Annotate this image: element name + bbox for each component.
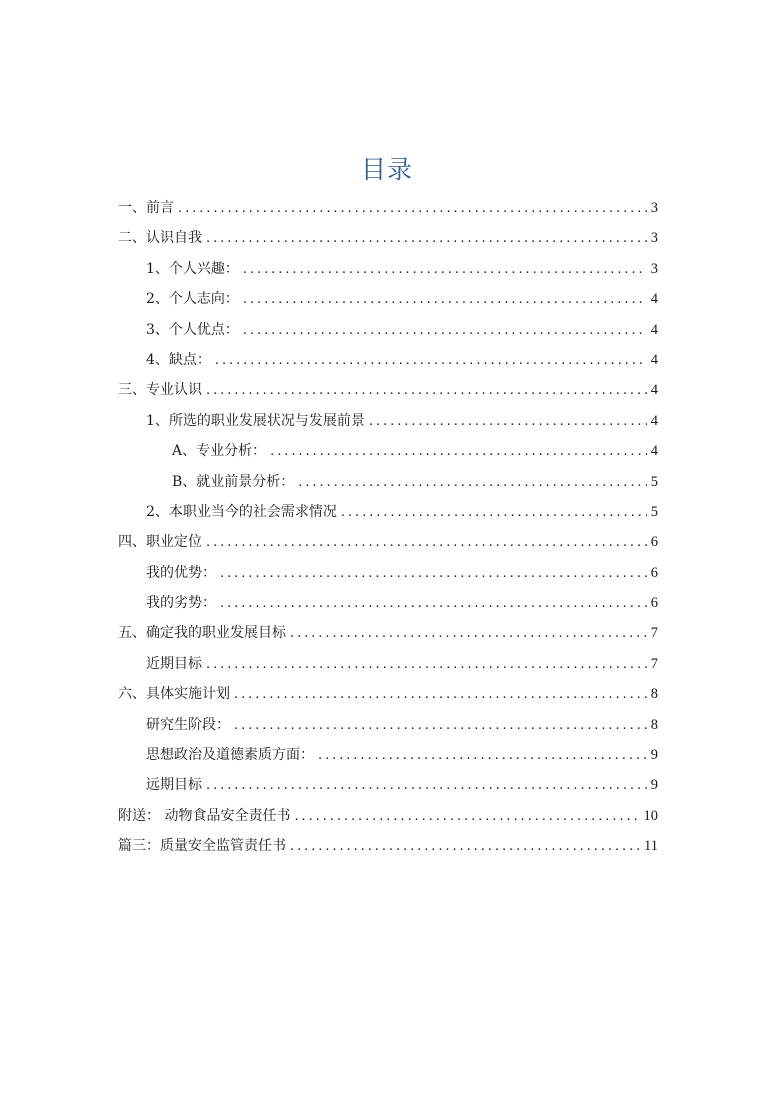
toc-entry-page-number: 4 [650, 382, 658, 399]
toc-entry[interactable] [118, 710, 658, 740]
toc-dot-leader [243, 285, 647, 315]
toc-entry[interactable] [118, 801, 658, 831]
toc-entry-label: 篇三：质量安全监管责任书 [118, 838, 286, 855]
toc-entry[interactable] [118, 558, 658, 588]
toc-entry-label: 远期目标 [146, 777, 202, 794]
toc-entry-page-number: 6 [650, 534, 658, 551]
toc-entry-page-number: 4 [650, 321, 658, 338]
toc-dot-leader [206, 224, 647, 254]
toc-dot-leader [206, 528, 647, 558]
toc-entry-label: 2、本职业当今的社会需求情况 [146, 503, 337, 520]
toc-dot-leader [298, 468, 646, 498]
toc-entry-page-number: 7 [650, 625, 658, 642]
toc-dot-leader [318, 741, 647, 771]
toc-entry-page-number: 4 [650, 351, 658, 368]
toc-entry[interactable] [118, 375, 658, 405]
toc-entry[interactable] [118, 406, 658, 436]
toc-entry-label: 近期目标 [146, 655, 202, 672]
toc-entry[interactable] [118, 588, 658, 618]
toc-entry[interactable] [118, 497, 658, 527]
toc-entry[interactable] [118, 467, 658, 497]
toc-entry-label: 三、专业认识 [118, 382, 202, 399]
toc-entry-label: 我的优势： [146, 564, 216, 581]
toc-entry[interactable] [118, 618, 658, 648]
toc-entry-label: 4、缺点： [146, 351, 211, 368]
toc-entry-page-number: 4 [650, 291, 658, 308]
toc-dot-leader [234, 711, 647, 741]
toc-dot-leader [206, 376, 647, 406]
toc-entry-label: 附送： 动物食品安全责任书 [118, 807, 291, 824]
toc-entry-page-number: 9 [650, 777, 658, 794]
toc-entry-page-number: 7 [650, 655, 658, 672]
toc-entry[interactable] [118, 284, 658, 314]
toc-dot-leader [369, 407, 647, 437]
toc-dot-leader [294, 802, 639, 832]
toc-entry-page-number: 4 [650, 443, 658, 460]
toc-entry[interactable] [118, 831, 658, 861]
toc-dot-leader [243, 316, 647, 346]
toc-entry-page-number: 11 [644, 838, 658, 855]
table-of-contents [118, 193, 658, 862]
toc-entry[interactable] [118, 527, 658, 557]
toc-entry-page-number: 6 [650, 595, 658, 612]
toc-entry-label: 3、个人优点： [146, 321, 239, 338]
toc-entry-page-number: 4 [650, 412, 658, 429]
toc-entry-page-number: 10 [643, 807, 658, 824]
toc-entry-label: A、专业分析： [172, 443, 267, 460]
toc-entry-page-number: 9 [650, 747, 658, 764]
toc-dot-leader [206, 771, 647, 801]
toc-entry-label: 五、确定我的职业发展目标 [118, 625, 286, 642]
toc-entry-label: 我的劣势： [146, 595, 216, 612]
toc-entry-label: 六、具体实施计划 [118, 686, 230, 703]
toc-dot-leader [290, 619, 647, 649]
toc-dot-leader [243, 255, 647, 285]
toc-entry-label: 思想政治及道德素质方面： [146, 747, 314, 764]
toc-entry[interactable] [118, 770, 658, 800]
toc-entry-label: 2、个人志向： [146, 291, 239, 308]
toc-dot-leader [178, 194, 647, 224]
toc-entry[interactable] [118, 193, 658, 223]
toc-entry-page-number: 5 [650, 503, 658, 520]
toc-entry[interactable] [118, 315, 658, 345]
toc-entry[interactable] [118, 679, 658, 709]
toc-entry-label: 四、职业定位 [118, 534, 202, 551]
toc-dot-leader [290, 832, 640, 862]
toc-entry[interactable] [118, 649, 658, 679]
toc-dot-leader [220, 589, 647, 619]
toc-dot-leader [220, 559, 647, 589]
toc-entry-page-number: 6 [650, 564, 658, 581]
toc-entry-page-number: 3 [650, 200, 658, 216]
toc-entry-label: 一、前言 [118, 200, 174, 216]
toc-dot-leader [215, 346, 647, 376]
toc-entry[interactable] [118, 345, 658, 375]
toc-dot-leader [206, 650, 647, 680]
toc-entry[interactable] [118, 223, 658, 253]
toc-dot-leader [341, 498, 647, 528]
toc-dot-leader [270, 437, 647, 467]
toc-entry-page-number: 5 [650, 473, 658, 490]
toc-entry-label: 1、所选的职业发展状况与发展前景 [146, 412, 365, 429]
toc-entry-label: 二、认识自我 [118, 230, 202, 247]
toc-entry[interactable] [118, 254, 658, 284]
toc-entry[interactable] [118, 436, 658, 466]
toc-entry[interactable] [118, 740, 658, 770]
toc-entry-page-number: 3 [650, 260, 658, 277]
toc-entry-page-number: 8 [650, 716, 658, 733]
toc-entry-label: 1、个人兴趣： [146, 260, 239, 277]
toc-title: 目录 [360, 155, 413, 184]
toc-dot-leader [234, 680, 647, 710]
toc-entry-label: B、就业前景分析： [172, 473, 295, 490]
toc-entry-page-number: 3 [650, 230, 658, 247]
toc-entry-page-number: 8 [650, 686, 658, 703]
toc-entry-label: 研究生阶段： [146, 716, 230, 733]
